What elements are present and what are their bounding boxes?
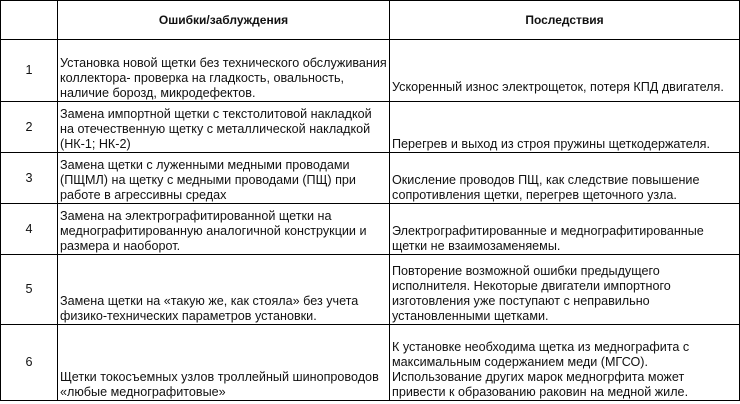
header-consequences: Последствия [390, 1, 740, 40]
error-cell: Щетки токосъемных узлов троллейный шинопроводов «любые меднографитовые» [58, 325, 390, 401]
header-row [1, 1, 740, 40]
table-row [1, 255, 740, 325]
error-cell: Замена щетки с луженными медными проводами (ПЩМЛ) на щетку с медными проводами (ПЩ) при работе в агрессивны средах [58, 153, 390, 204]
consequence-cell: К установке необходима щетка из меднографита с максимальным содержанием меди (МГСО). Использование других марок медногрфита может привести к образованию раковин на медной жиле. [390, 325, 740, 401]
consequence-cell: Перегрев и выход из строя пружины щеткодержателя. [390, 102, 740, 153]
table-row [1, 102, 740, 153]
consequence-cell: Ускоренный износ электрощеток, потеря КПД двигателя. [390, 40, 740, 102]
row-number: 4 [1, 204, 58, 255]
table-row [1, 40, 740, 102]
consequence-cell: Электрографитированные и меднографитированные щетки не взаимозаменяемы. [390, 204, 740, 255]
error-cell: Замена импортной щетки с текстолитовой накладкой на отечественную щетку с металлической накладкой (НК-1; НК-2) [58, 102, 390, 153]
table-row [1, 153, 740, 204]
row-number: 5 [1, 255, 58, 325]
row-number: 1 [1, 40, 58, 102]
header-errors: Ошибки/заблуждения [58, 1, 390, 40]
consequence-cell: Повторение возможной ошибки предыдущего исполнителя. Некоторые двигатели импортного изготовления уже поступают с неправильно установленными щетками. [390, 255, 740, 325]
error-cell: Замена щетки на «такую же, как стояла» без учета физико-технических параметров установки. [58, 255, 390, 325]
row-number: 3 [1, 153, 58, 204]
row-number: 6 [1, 325, 58, 401]
error-cell: Замена на электрографитированной щетки на меднографитированную аналогичной конструкции и размера и наоборот. [58, 204, 390, 255]
table-row [1, 325, 740, 401]
error-cell: Установка новой щетки без технического обслуживания коллектора- проверка на гладкость, овальность, наличие борозд, микродефектов. [58, 40, 390, 102]
row-number: 2 [1, 102, 58, 153]
header-number [1, 1, 58, 40]
table-row [1, 204, 740, 255]
consequence-cell: Окисление проводов ПЩ, как следствие повышение сопротивления щетки, перегрев щеточного узла. [390, 153, 740, 204]
